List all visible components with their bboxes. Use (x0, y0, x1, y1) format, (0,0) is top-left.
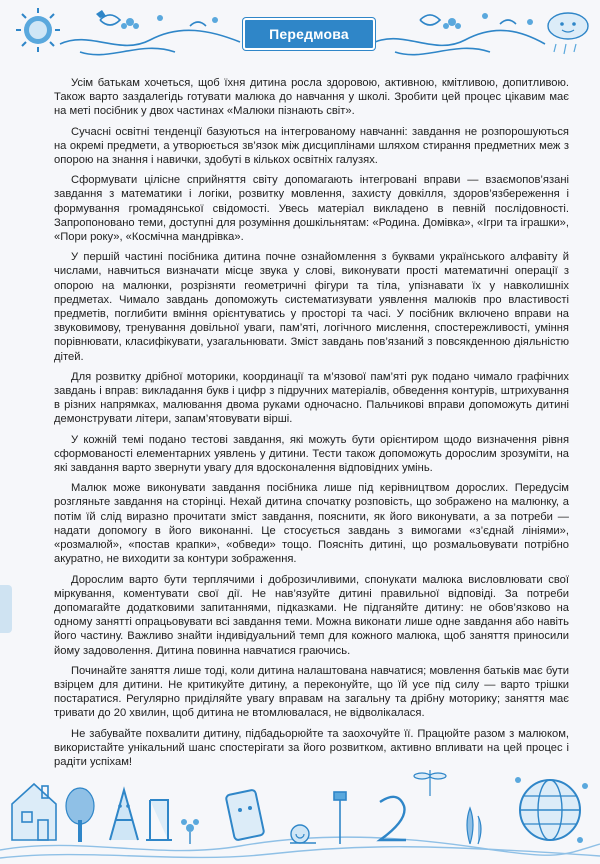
page-edge-tab (0, 585, 12, 633)
tree-icon (66, 788, 94, 842)
letter-character-icon (110, 790, 138, 840)
house-icon (12, 784, 56, 840)
lamp-post-icon (334, 792, 346, 844)
paragraph-2: Сучасні освітні тенденції базуються на інтегрованому навчанні: завдання не розпорошуються на окремі предмети, а утворюється зв’язок між дисциплінами шляхом стирання предметних меж з опорою на знання і навички, здобуті в кількох освітніх галузях. (54, 125, 569, 167)
paragraph-3: Сформувати цілісне сприйняття світу допомагають інтегровані вправи — взаємопов’язані завдання з математики і логіки, розвитку мовлення, захисту довкілля, здоров’язбереження і формування громадянської свідомості. Увесь матеріал викладено в певній послідовності. Запропоновано теми, доступні для розуміння дошкільнятам: «Родина. Домівка», «Ігри та іграшки», «Пори року», «Космічна мандрівка». (54, 174, 569, 244)
paragraph-8: Дорослим варто бути терплячими і доброзичливими, спонукати малюка висловлювати свої міркування, коментувати свої дії. Не нав’язуйте дитині правильної відповіді. За потреби допомагайте додатковими запитаннями, підказками. Не підганяйте дитину: не обов’язково на одному занятті опрацьовувати всі завдання теми. Можна виконати лише одне завдання або навіть його частину. Важливо знайти індивідуальний темп для кожного малюка, щоб заняття приносили йому задоволення. Дитина повинна навчатися граючись. (54, 573, 569, 657)
cloud-icon (548, 13, 588, 54)
sun-icon (16, 8, 60, 52)
letter-character-icon (380, 797, 406, 840)
paragraph-10: Не забувайте похвалити дитину, підбадьорюйте та заохочуйте її. Працюйте разом з малюком, використайте унікальний шанс спостерігати за його розвитком, активно впливати на цей процес і радіти успіхам! (54, 727, 569, 768)
letter-character-icon (226, 789, 265, 840)
paragraph-9: Починайте заняття лише тоді, коли дитина налаштована навчатися; мовлення батьків має бути взірцем для дитини. Не критикуйте дитину, а переконуйте, що їй усе під силу — варто трішки постаратися. Регулярно приділяйте увагу вправам на загальну та дрібну моторику; заняття має тривати до 20 хвилин, щоб дитина не втомлювалася, не відволікалася. (54, 664, 569, 720)
paragraph-1: Усім батькам хочеться, щоб їхня дитина росла здоровою, активною, кмітливою, допитливою. Також варто заздалегідь готувати малюка до навчання у школі. Зробити цей процес цікавим має на меті посібник у двох частинах «Малюки пізнають світ». (54, 77, 569, 118)
vine-ornament-right (375, 15, 545, 55)
page-title-banner (243, 18, 375, 50)
flower-icon (443, 13, 533, 29)
dragonfly-icon (414, 770, 446, 796)
flower-icon (121, 15, 218, 29)
paragraph-7: Малюк може виконувати завдання посібника лише під керівництвом дорослих. Передусім розгляньте завдання на сторінці. Нехай дитина спочатку розповість, що зображено на малюнку, а потім їй слід виразно прочитати зміст завдання, пояснити, як його виконувати, а за потреби — надати допомогу в його виконанні. Це стосується завдань з вимогами «з’єднай лініями», «розмалюй», «постав крапки», «обведи» тощо. Поясніть дитині, що розмальовувати потрібно акуратно, не виходити за контури зображення. (54, 482, 569, 566)
footer-illustration (0, 740, 600, 864)
preface-text (54, 76, 569, 775)
paragraph-6: У кожній темі подано тестові завдання, які можуть бути орієнтиром щодо визначення рівня сформованості елементарних уявлень у дитини. Тести також допоможуть дорослим зрозуміти, на які завдання варто звернути увагу для вдосконалення відповідних умінь. (54, 433, 569, 475)
flower-icon (181, 819, 199, 844)
paragraph-4: У першій частині посібника дитина почне ознайомлення з буквами українського алфавіту й числами, навчиться визначати місце звука у слові, виконувати прості математичні операції з опорою на малюнки, розрізняти геометричні фігури та тіла, упізнавати їх у навколишніх предметах. Чимало завдань допоможуть систематизувати уявлення малюків про властивості предметів, поглибити вміння орієнтуватись у просторі та часі. У посібник включено вправи на звуковимову, тренування довільної уваги, пам’яті, логічного мислення, спостережливості, уміння порівнювати, класифікувати, узагальнювати. Зміст завдань пов’язаний з повсякденною діяльністю дітей. (54, 251, 569, 363)
plant-icon (467, 808, 481, 844)
letter-character-icon (146, 800, 172, 840)
paragraph-5: Для розвитку дрібної моторики, координації та м’язової пам’яті рук подано чимало графічних завдань і вправ: викладання букв і цифр з підручних матеріалів, обведення контурів, штрихування в різних напрямках, малювання двома руками одночасно. Пальчикові вправи допоможуть дитині демонструвати літери, запам’ятовувати вірші. (54, 370, 569, 426)
page-title: Передмова (269, 26, 349, 42)
snail-icon (290, 825, 316, 843)
globe-icon (515, 777, 588, 843)
